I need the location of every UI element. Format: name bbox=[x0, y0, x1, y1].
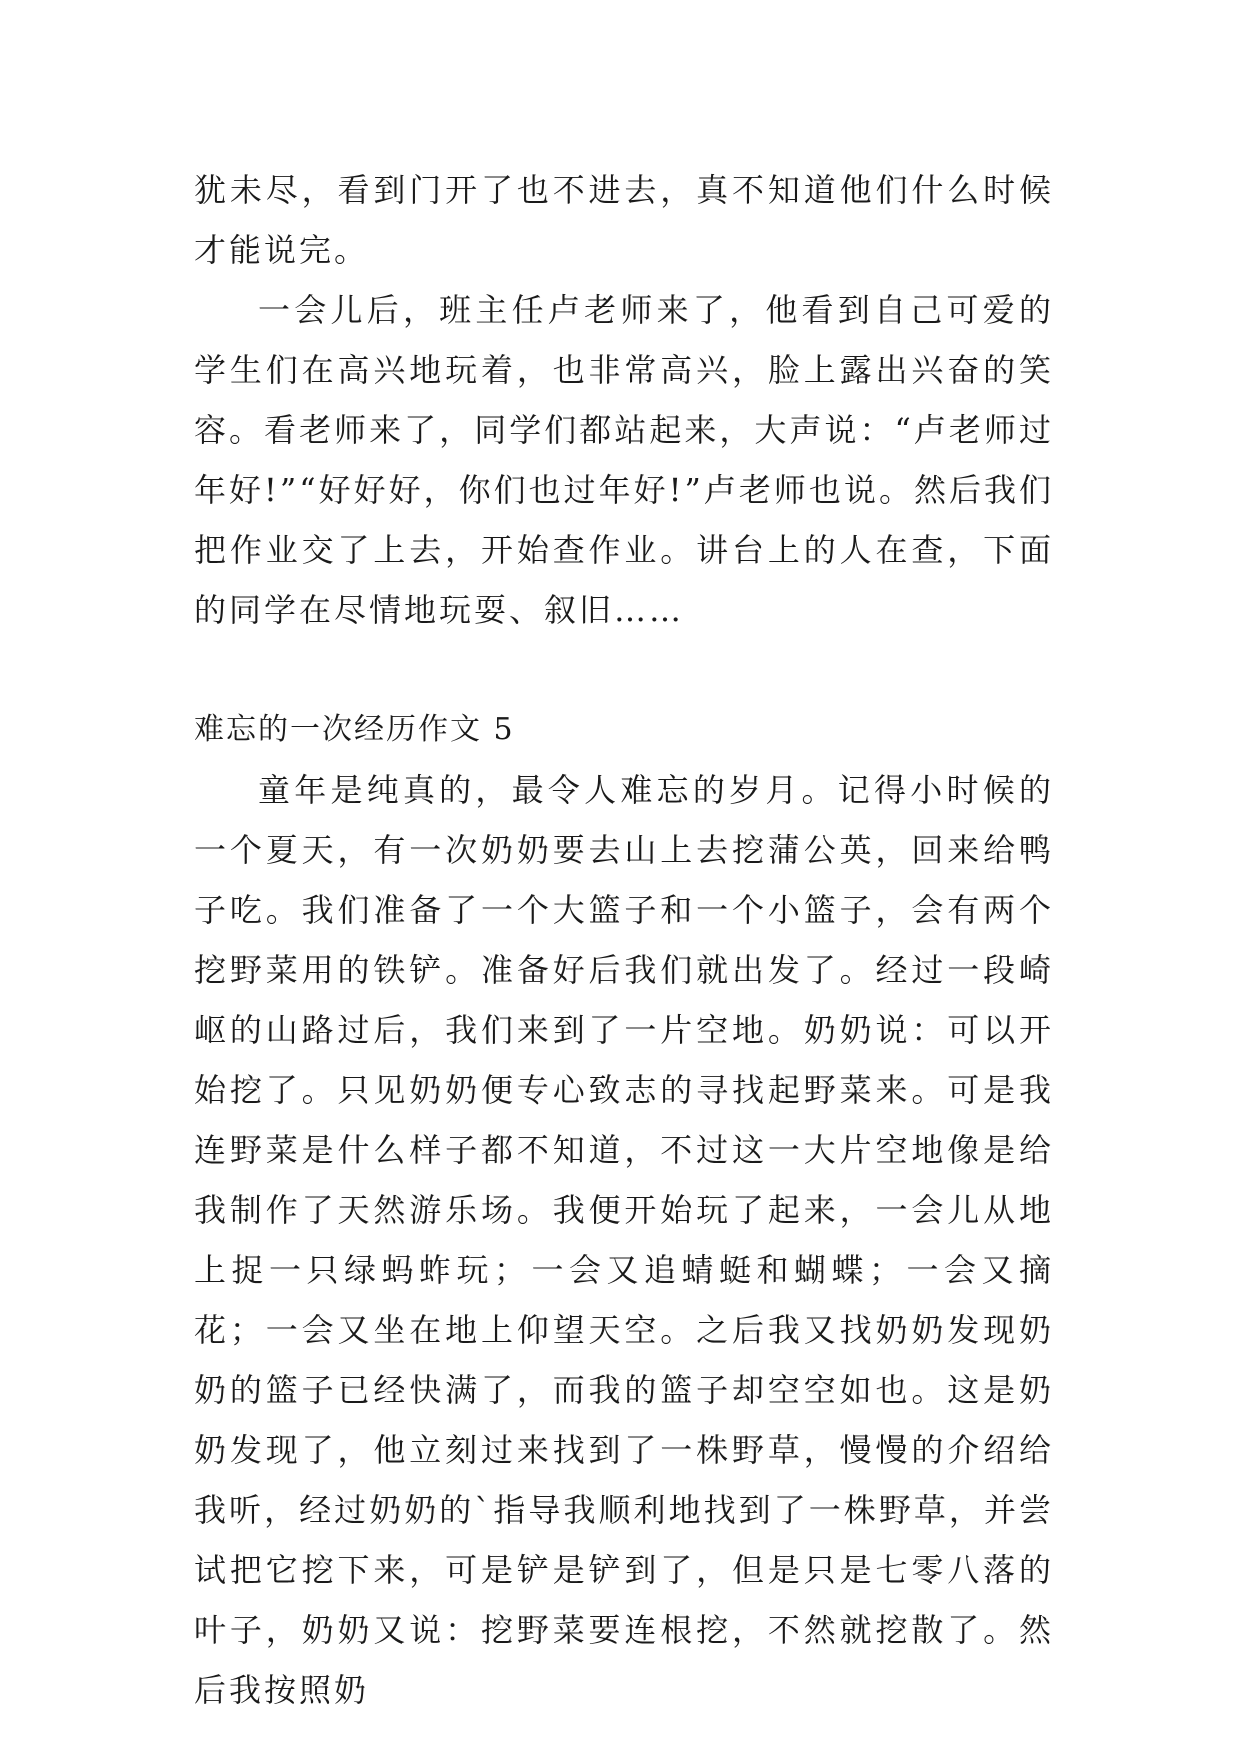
paragraph-continuation: 犹未尽，看到门开了也不进去，真不知道他们什么时候才能说完。 bbox=[194, 171, 1054, 269]
document-body bbox=[194, 160, 1054, 1720]
paragraph-teacher-arrives: 一会儿后，班主任卢老师来了，他看到自己可爱的学生们在高兴地玩着，也非常高兴，脸上露出兴奋的笑容。看老师来了，同学们都站起来，大声说：“卢老师过年好!”“好好好，你们也过年好!”卢老师也说。然后我们把作业交了上去，开始查作业。讲台上的人在查，下面的同学在尽情地玩耍、叙旧…… bbox=[194, 291, 1054, 629]
section-title: 难忘的一次经历作文 5 bbox=[194, 712, 515, 747]
paragraph-childhood-story: 童年是纯真的，最令人难忘的岁月。记得小时候的一个夏天，有一次奶奶要去山上去挖蒲公英，回来给鸭子吃。我们准备了一个大篮子和一个小篮子，会有两个挖野菜用的铁铲。准备好后我们就出发了。经过一段崎岖的山路过后，我们来到了一片空地。奶奶说：可以开始挖了。只见奶奶便专心致志的寻找起野菜来。可是我连野菜是什么样子都不知道，不过这一大片空地像是给我制作了天然游乐场。我便开始玩了起来，一会儿从地上捉一只绿蚂蚱玩；一会又追蜻蜓和蝴蝶；一会又摘花；一会又坐在地上仰望天空。之后我又找奶奶发现奶奶的篮子已经快满了，而我的篮子却空空如也。这是奶奶发现了，他立刻过来找到了一株野草，慢慢的介绍给我听，经过奶奶的`指导我顺利地找到了一株野草，并尝试把它挖下来，可是铲是铲到了，但是只是七零八落的叶子，奶奶又说：挖野菜要连根挖，不然就挖散了。然后我按照奶 bbox=[194, 771, 1054, 1709]
